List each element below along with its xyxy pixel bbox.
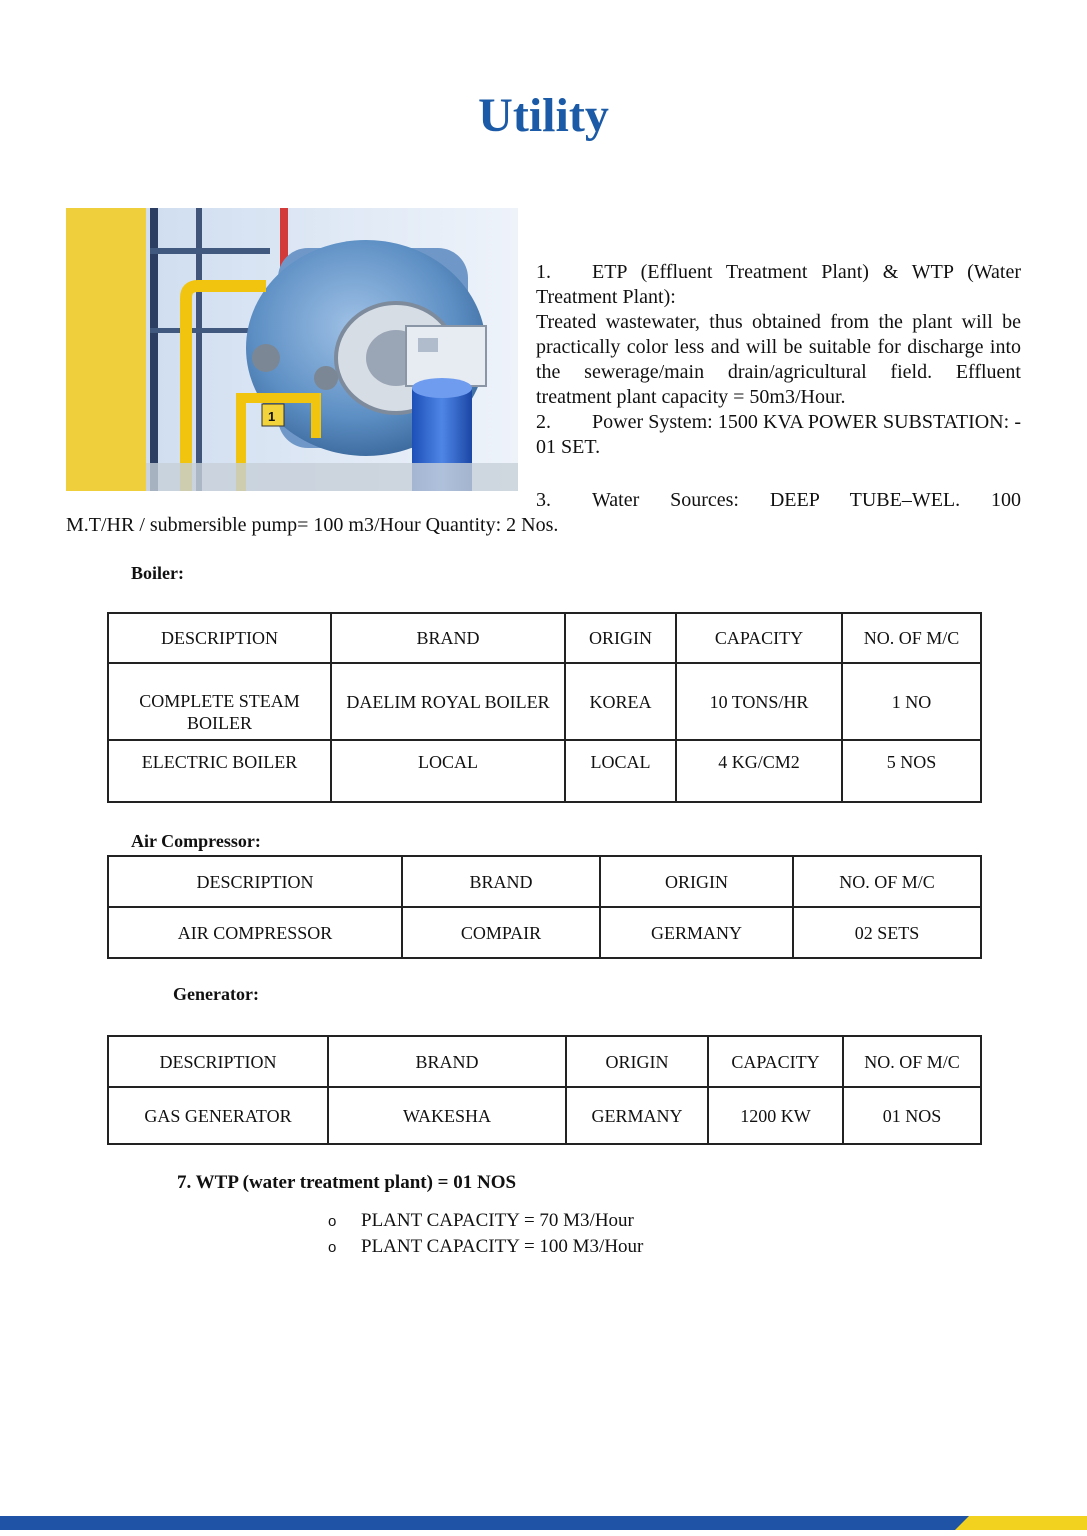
table-cell: LOCAL [331, 740, 565, 802]
header-cell: NO. OF M/C [842, 613, 981, 663]
boiler-table [107, 612, 982, 803]
header-cell: DESCRIPTION [108, 1036, 328, 1087]
header-cell: BRAND [331, 613, 565, 663]
wtp-list [328, 1208, 643, 1260]
table-cell: COMPLETE STEAM BOILER [108, 663, 331, 740]
water-sources-text: Water Sources: DEEP TUBE–WEL. 100 [592, 489, 1021, 511]
table-cell: GAS GENERATOR [108, 1087, 328, 1144]
table-cell: 5 NOS [842, 740, 981, 802]
table-row [108, 1087, 981, 1144]
table-header-row [108, 613, 981, 663]
table-cell: LOCAL [565, 740, 676, 802]
table-cell: 1200 KW [708, 1087, 843, 1144]
header-cell: DESCRIPTION [108, 856, 402, 907]
header-cell: BRAND [402, 856, 600, 907]
table-cell: COMPAIR [402, 907, 600, 958]
table-cell: 02 SETS [793, 907, 981, 958]
table-cell: 1 NO [842, 663, 981, 740]
bullet-icon: o [328, 1239, 337, 1256]
air-compressor-heading: Air Compressor: [131, 831, 261, 851]
table-cell: GERMANY [566, 1087, 708, 1144]
table-cell: 4 KG/CM2 [676, 740, 842, 802]
header-cell: NO. OF M/C [793, 856, 981, 907]
table-cell: KOREA [565, 663, 676, 740]
list-item [328, 1208, 643, 1234]
wtp-heading: 7. WTP (water treatment plant) = 01 NOS [177, 1172, 517, 1193]
header-cell: ORIGIN [565, 613, 676, 663]
header-cell: ORIGIN [566, 1036, 708, 1087]
table-cell: ELECTRIC BOILER [108, 740, 331, 802]
header-cell: BRAND [328, 1036, 566, 1087]
table-cell: GERMANY [600, 907, 793, 958]
item-number: 2. [536, 411, 551, 433]
water-sources-line-2: M.T/HR / submersible pump= 100 m3/Hour Quantity: 2 Nos. [66, 514, 559, 536]
bullet-icon: o [328, 1213, 337, 1230]
item-number: 3. [536, 489, 551, 511]
list-item [328, 1234, 643, 1260]
table-cell: AIR COMPRESSOR [108, 907, 402, 958]
table-row [108, 740, 981, 802]
header-cell: ORIGIN [600, 856, 793, 907]
footer-bar-blue [0, 1516, 1087, 1530]
table-row [108, 663, 981, 740]
table-cell: WAKESHA [328, 1087, 566, 1144]
etp-body: Treated wastewater, thus obtained from the plant will be practically color less and will be suitable for discharge into the sewerage/main drain/agricultural field. Effluent treatment plant capacity = 50m3/Hour. [536, 311, 1021, 408]
header-cell: NO. OF M/C [843, 1036, 981, 1087]
table-header-row [108, 1036, 981, 1087]
list-item-text: PLANT CAPACITY = 70 M3/Hour [361, 1210, 634, 1231]
table-cell: 01 NOS [843, 1087, 981, 1144]
power-system-text: Power System: 1500 KVA POWER SUBSTATION: - 01 SET. [536, 411, 1021, 458]
header-cell: DESCRIPTION [108, 613, 331, 663]
list-item-text: PLANT CAPACITY = 100 M3/Hour [361, 1236, 644, 1257]
generator-table [107, 1035, 982, 1145]
page-title: Utility [478, 89, 609, 142]
table-cell: DAELIM ROYAL BOILER [331, 663, 565, 740]
table-cell: 10 TONS/HR [676, 663, 842, 740]
boiler-photo [66, 208, 518, 491]
header-cell: CAPACITY [676, 613, 842, 663]
air-compressor-table [107, 855, 982, 959]
etp-heading: ETP (Effluent Treatment Plant) & WTP (Water Treatment Plant): [536, 261, 1021, 308]
item-number: 1. [536, 261, 551, 283]
svg-text:1: 1 [268, 409, 276, 424]
boiler-heading: Boiler: [131, 563, 184, 583]
intro-text [536, 260, 1021, 460]
table-header-row [108, 856, 981, 907]
table-row [108, 907, 981, 958]
generator-heading: Generator: [173, 984, 259, 1004]
header-cell: CAPACITY [708, 1036, 843, 1087]
water-sources-line-1 [536, 488, 1021, 513]
footer-bar-yellow [955, 1516, 1087, 1530]
